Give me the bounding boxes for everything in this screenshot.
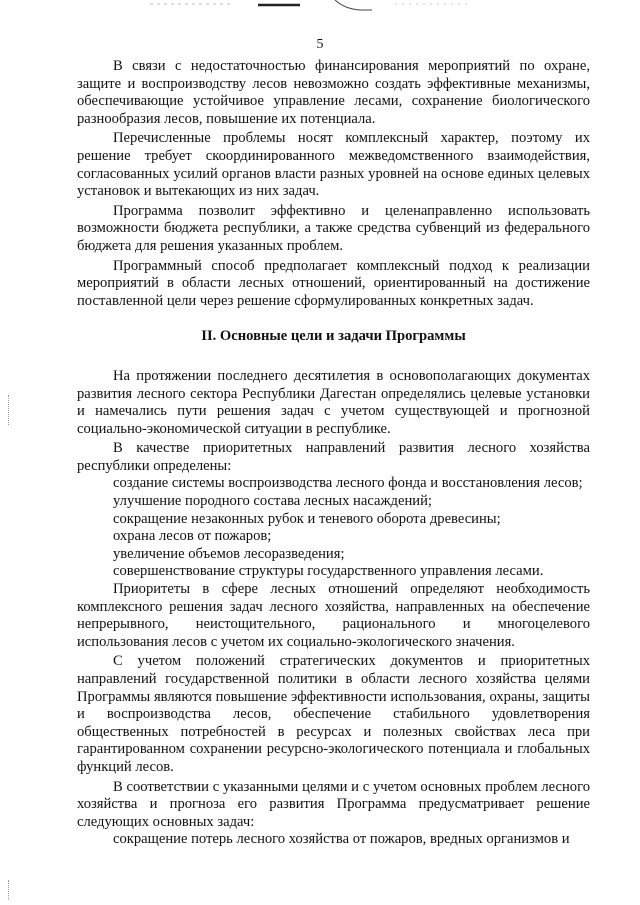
paragraph: В качестве приоритетных направлений развития лесного хозяйства республики определены: bbox=[77, 440, 590, 474]
paragraph: На протяжении последнего десятилетия в основополагающих документах развития лесного сектора Республики Дагестан определялись целевые установки и намечались пути решения задач с учетом существующей и прогнозной социально-экономической ситуации в республике. bbox=[77, 367, 590, 437]
list-item: сокращение потерь лесного хозяйства от пожаров, вредных организмов и bbox=[113, 831, 570, 848]
list-item: охрана лесов от пожаров; bbox=[113, 528, 272, 545]
paragraph: Приоритеты в сфере лесных отношений определяют необходимость комплексного решения задач лесного хозяйства, направленных на обеспечение непрерывного, неистощительного, рационального и многоцелевого использования лесов с учетом их социально-экологического значения. bbox=[77, 581, 590, 650]
scan-margin-mark bbox=[8, 395, 11, 425]
paragraph: В связи с недостаточностью финансирования мероприятий по охране, защите и воспроизводству лесов невозможно создать эффективные механизмы, обеспечивающие устойчивое управление лесами, сохранение биологического разнообразия лесов, повышение их потенциала. bbox=[77, 58, 590, 127]
paragraph: С учетом положений стратегических документов и приоритетных направлений государственной политики в области лесного хозяйства целями Программы являются повышение эффективности использования, охраны, защиты и воспроизводства лесов, обеспечение стабильного удовлетворения общественных потребностей в ресурсах и полезных свойствах леса при гарантированном сохранении ресурсно-экологического потенциала и глобальных функций лесов. bbox=[77, 653, 590, 775]
page-number: 5 bbox=[316, 37, 324, 52]
section-heading: II. Основные цели и задачи Программы bbox=[201, 328, 466, 345]
paragraph: В соответствии с указанными целями и с учетом основных проблем лесного хозяйства и прогноза его развития Программа предусматривает решение следующих основных задач: bbox=[77, 778, 590, 830]
paragraph: Программный способ предполагает комплексный подход к реализации мероприятий в области лесных отношений, ориентированный на достижение поставленной цели через решение сформулированных конкретных задач. bbox=[77, 257, 590, 309]
list-item: сокращение незаконных рубок и теневого оборота древесины; bbox=[113, 510, 501, 527]
document-body bbox=[77, 58, 590, 849]
scan-margin-mark bbox=[8, 880, 11, 900]
list-item: увеличение объемов лесоразведения; bbox=[113, 545, 345, 562]
list-item: улучшение породного состава лесных насаждений; bbox=[113, 493, 432, 510]
paragraph: Перечисленные проблемы носят комплексный характер, поэтому их решение требует скоординированного межведомственного взаимодействия, согласованных усилий органов власти разных уровней на основе единых целевых установок и вытекающих из них задач. bbox=[77, 130, 590, 200]
paragraph: Программа позволит эффективно и целенаправленно использовать возможности бюджета республики, а также средства субвенций из федерального бюджета для решения указанных проблем. bbox=[77, 202, 590, 254]
list-item: создание системы воспроизводства лесного фонда и восстановления лесов; bbox=[113, 475, 583, 492]
list-item: совершенствование структуры государственного управления лесами. bbox=[113, 563, 544, 580]
scan-artifact-top bbox=[0, 0, 640, 14]
